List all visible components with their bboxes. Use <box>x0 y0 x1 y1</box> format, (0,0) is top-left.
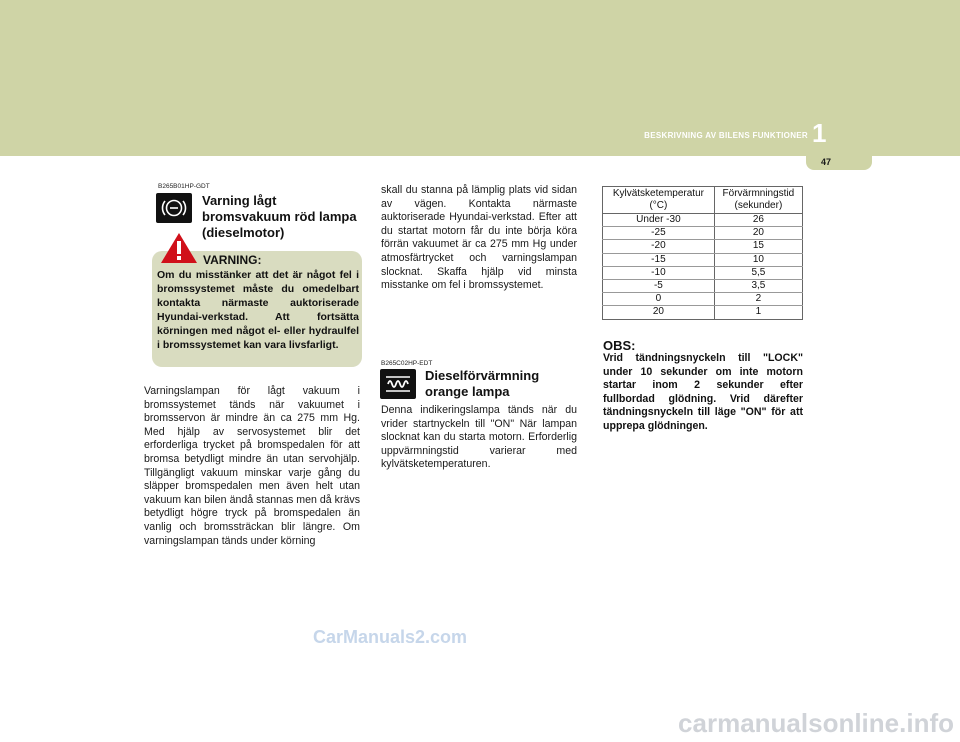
brake-vacuum-body: Varningslampan för lågt vakuum i bromssystemet tänds när vakuumet i bromsservon är mindre än ca 275 mm Hg. Med hjälp av servosystemet blir det erforderliga trycket på bromspedalen för att bromsa betydligt mindre än utan servohjälp. Tillgängligt vakuum minskar varje gång du släpper bromspedalen men även helt utan vakuum kan bilen ändå stannas men då krävs betydligt högre tryck på bromspedalen än vanlig och bromssträckan blir längre. Om varningslampan tänds under körning <box>144 385 360 547</box>
note-text: Vrid tändningsnyckeln till "LOCK" under 10 sekunder om inte motorn startar inom 2 sekunder efter fullbordad glödning. Vrid därefter tändningsnyckeln till läge "ON" för att upprepa glödningen. <box>603 352 803 432</box>
temp-cell: -10 <box>603 266 715 279</box>
section-title-glow <box>425 368 539 400</box>
time-cell: 3,5 <box>714 280 802 293</box>
header-line: Kylvätsketemperatur <box>612 188 704 199</box>
brake-continuation-text: skall du stanna på lämplig plats vid sidan av vägen. Kontakta närmaste auktoriserade Hyundai-verkstad. Efter att du startat motorn får du inte börja köra förrän vakuumet är ca 275 mm Hg under atmosfärtrycket och varningslampan slocknat. Skaffa hjälp vid minsta misstanke om fel i bromssystemet. <box>381 184 577 292</box>
time-cell: 1 <box>714 306 802 319</box>
table-row <box>603 240 803 253</box>
glow-body: Denna indikeringslampa tänds när du vrider startnyckeln till "ON" När lampan slocknat kan du starta motorn. Erforderlig uppvärmningstid varierar med kylvätsketemperaturen. <box>381 404 577 471</box>
table-row <box>603 293 803 306</box>
temp-cell: Under -30 <box>603 214 715 227</box>
warning-triangle-icon <box>160 232 198 264</box>
table-header-row <box>603 187 803 214</box>
time-cell: 15 <box>714 240 802 253</box>
table-row <box>603 306 803 319</box>
section-title-brake-vacuum <box>202 193 357 241</box>
temp-cell: -15 <box>603 253 715 266</box>
title-line: orange lampa <box>425 384 510 399</box>
temp-cell: -20 <box>603 240 715 253</box>
temp-cell: -25 <box>603 227 715 240</box>
glow-plug-icon <box>380 369 416 399</box>
column-header-time <box>714 187 802 214</box>
table-row <box>603 227 803 240</box>
page-number: 47 <box>820 157 831 167</box>
header-line: Förvärmningstid <box>722 188 795 199</box>
warning-heading: VARNING: <box>203 253 262 267</box>
watermark-right[interactable]: carmanualsonline.info <box>678 708 954 738</box>
table-row <box>603 266 803 279</box>
section-code: B265B01HP-GDT <box>158 183 210 190</box>
table-row <box>603 253 803 266</box>
section-code: B265C02HP-EDT <box>381 360 433 367</box>
brake-vacuum-warning-icon <box>156 193 192 223</box>
title-line: Varning lågt <box>202 193 277 208</box>
time-cell: 5,5 <box>714 266 802 279</box>
time-cell: 20 <box>714 227 802 240</box>
chapter-number: 1 <box>812 118 827 148</box>
note-title: OBS: <box>603 338 636 353</box>
header-line: (°C) <box>649 200 668 211</box>
time-cell: 26 <box>714 214 802 227</box>
temp-cell: 0 <box>603 293 715 306</box>
chapter-title: BESKRIVNING AV BILENS FUNKTIONER <box>644 131 808 140</box>
preheat-table <box>602 186 803 320</box>
warning-text: Om du misstänker att det är något fel i bromssystemet måste du omedelbart kontakta närmaste auktoriserade Hyundai-verkstad. Att fortsätta körningen med något el- eller hydraulfel i bromssystemet kan vara livsfarligt. <box>157 269 359 351</box>
temp-cell: -5 <box>603 280 715 293</box>
title-line: Dieselförvärmning <box>425 368 540 383</box>
title-line: (dieselmotor) <box>202 225 285 240</box>
column-header-temp <box>603 187 715 214</box>
time-cell: 2 <box>714 293 802 306</box>
table-row <box>603 280 803 293</box>
title-line: bromsvakuum röd lampa <box>202 209 357 224</box>
temp-cell: 20 <box>603 306 715 319</box>
watermark-left[interactable]: CarManuals2.com <box>313 627 468 647</box>
table-row <box>603 214 803 227</box>
time-cell: 10 <box>714 253 802 266</box>
header-line: (sekunder) <box>734 200 783 211</box>
